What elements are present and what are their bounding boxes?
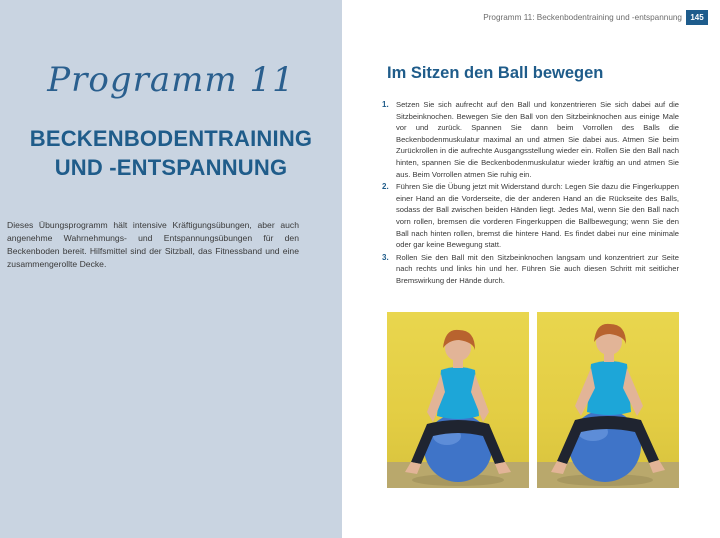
program-label: Programm 11 (47, 60, 295, 100)
program-title (0, 124, 342, 182)
exercise-photo-front (387, 312, 529, 488)
left-page (0, 0, 342, 538)
step-text: Rollen Sie den Ball mit den Sitzbeinknochen langsam und konzentriert zur Seite nach rechts und links hin und her. Führen Sie auch diesen Schritt mit seitlicher Bremswirkung der Hände durch. (396, 252, 679, 285)
step-number: 1. (382, 100, 389, 109)
running-header: Programm 11: Beckenbodentraining und -entspannung (483, 13, 682, 22)
right-page (342, 0, 720, 538)
page-number: 145 (686, 10, 708, 25)
step-item (382, 252, 679, 287)
step-text: Setzen Sie sich aufrecht auf den Ball und konzentrieren Sie sich dabei auf die Sitzbeinknochen. Bewegen Sie den Ball von den Sitzbeinknochen aus einige Male vor und zurück. Spannen Sie dann beim Vorrollen des Balls die Beckenbodenmuskulatur maximal an und atmen Sie dabei aus. Atmen Sie beim Zurückrollen in die aufrechte Ausgangsstellung wieder ein. Rollen Sie den Ball nach hinten, spannen Sie die Beckenbodenmuskulatur wieder kräftig an und atmen Sie aus. Beim Vorrollen atmen Sie ruhig ein. (396, 100, 679, 179)
step-text: Führen Sie die Übung jetzt mit Widerstand durch: Legen Sie dazu die Fingerkuppen einer Hand an die Vorderseite, die der anderen Hand an die Rückseite des Balls, sodass der Ball zwischen beiden Händen liegt. Jedes Mal, wenn Sie den Ball nach vorn rollen, bremsen die vorderen Fingerkuppen die Ballbewegung; wenn Sie den Ball nach hinten rollen, bremst die hintere Hand. Es findet dabei nur eine minimale oder gar keine Bewegung statt. (396, 182, 679, 250)
program-title-line2: UND -ENTSPANNUNG (54, 155, 288, 180)
woman-on-ball-illustration (387, 312, 529, 488)
section-heading: Im Sitzen den Ball bewegen (387, 64, 604, 82)
woman-on-ball-illustration (537, 312, 679, 488)
step-number: 3. (382, 252, 389, 262)
step-list (382, 99, 679, 288)
intro-paragraph: Dieses Übungsprogramm hält intensive Kräftigungsübungen, aber auch angenehme Wahrnehmungs- und Entspannungsübungen für den Beckenboden bereit. Hilfsmittel sind der Sitzball, das Fitnessband und eine zusammengerollte Decke. (7, 220, 299, 269)
program-title-line1: BECKENBODENTRAINING (29, 126, 313, 151)
step-number: 2. (382, 182, 389, 192)
exercise-photo-forward (537, 312, 679, 488)
step-item (382, 181, 679, 251)
step-item (382, 99, 679, 180)
